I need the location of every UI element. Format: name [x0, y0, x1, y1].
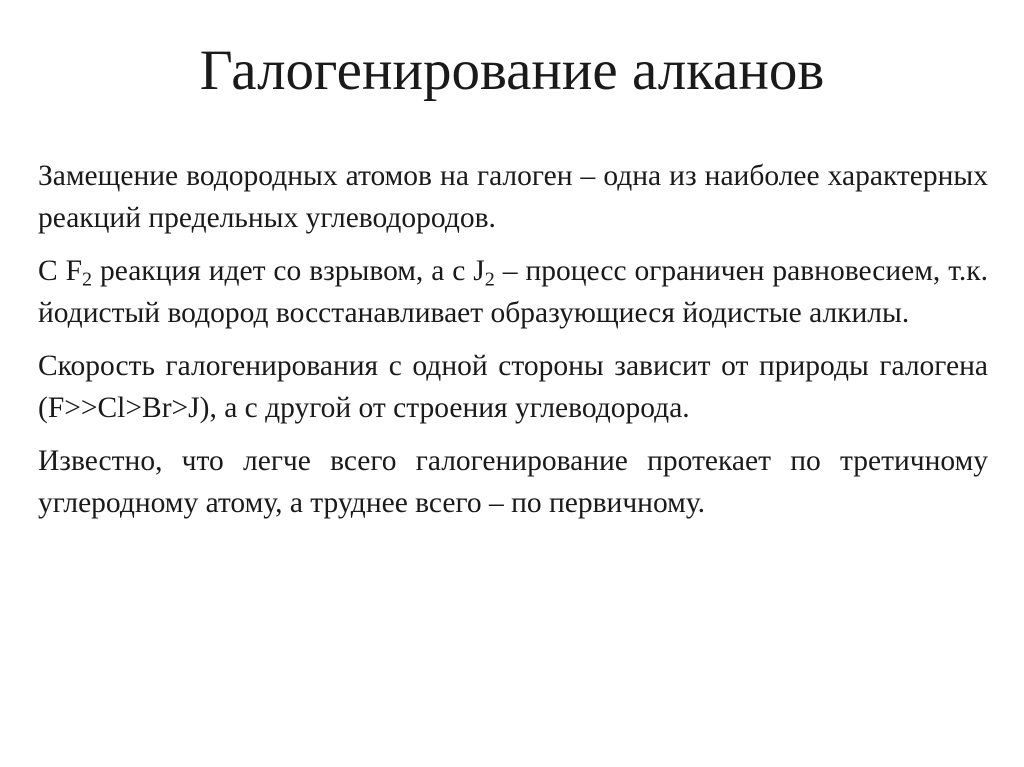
paragraph-rate: Скорость галогенирования с одной стороны зависит от природы галогена (F>>Cl>Br>J), а с другой от строения углеводорода.	[38, 350, 988, 424]
paragraph-fluorine-iodine	[38, 250, 988, 334]
paragraph-text-part: С F	[38, 255, 83, 287]
paragraph-substitution: Замещение водородных атомов на галоген – одна из наиболее характерных реакций предельных углеводородов.	[38, 160, 988, 234]
subscript: 2	[484, 268, 495, 291]
paragraph-text-part: – процесс ограничен равновесием, т.к. йодистый водород восстанавливает образующиеся йодистые алкилы.	[38, 255, 988, 329]
slide-body	[38, 155, 988, 535]
slide-title: Галогенирование алканов	[199, 39, 825, 102]
paragraph-text-part: реакция идет со взрывом, а с J	[92, 255, 485, 287]
paragraph-tertiary: Известно, что легче всего галогенирование протекает по третичному углеродному атому, а труднее всего – по первичному.	[38, 445, 988, 519]
subscript: 2	[82, 268, 93, 291]
